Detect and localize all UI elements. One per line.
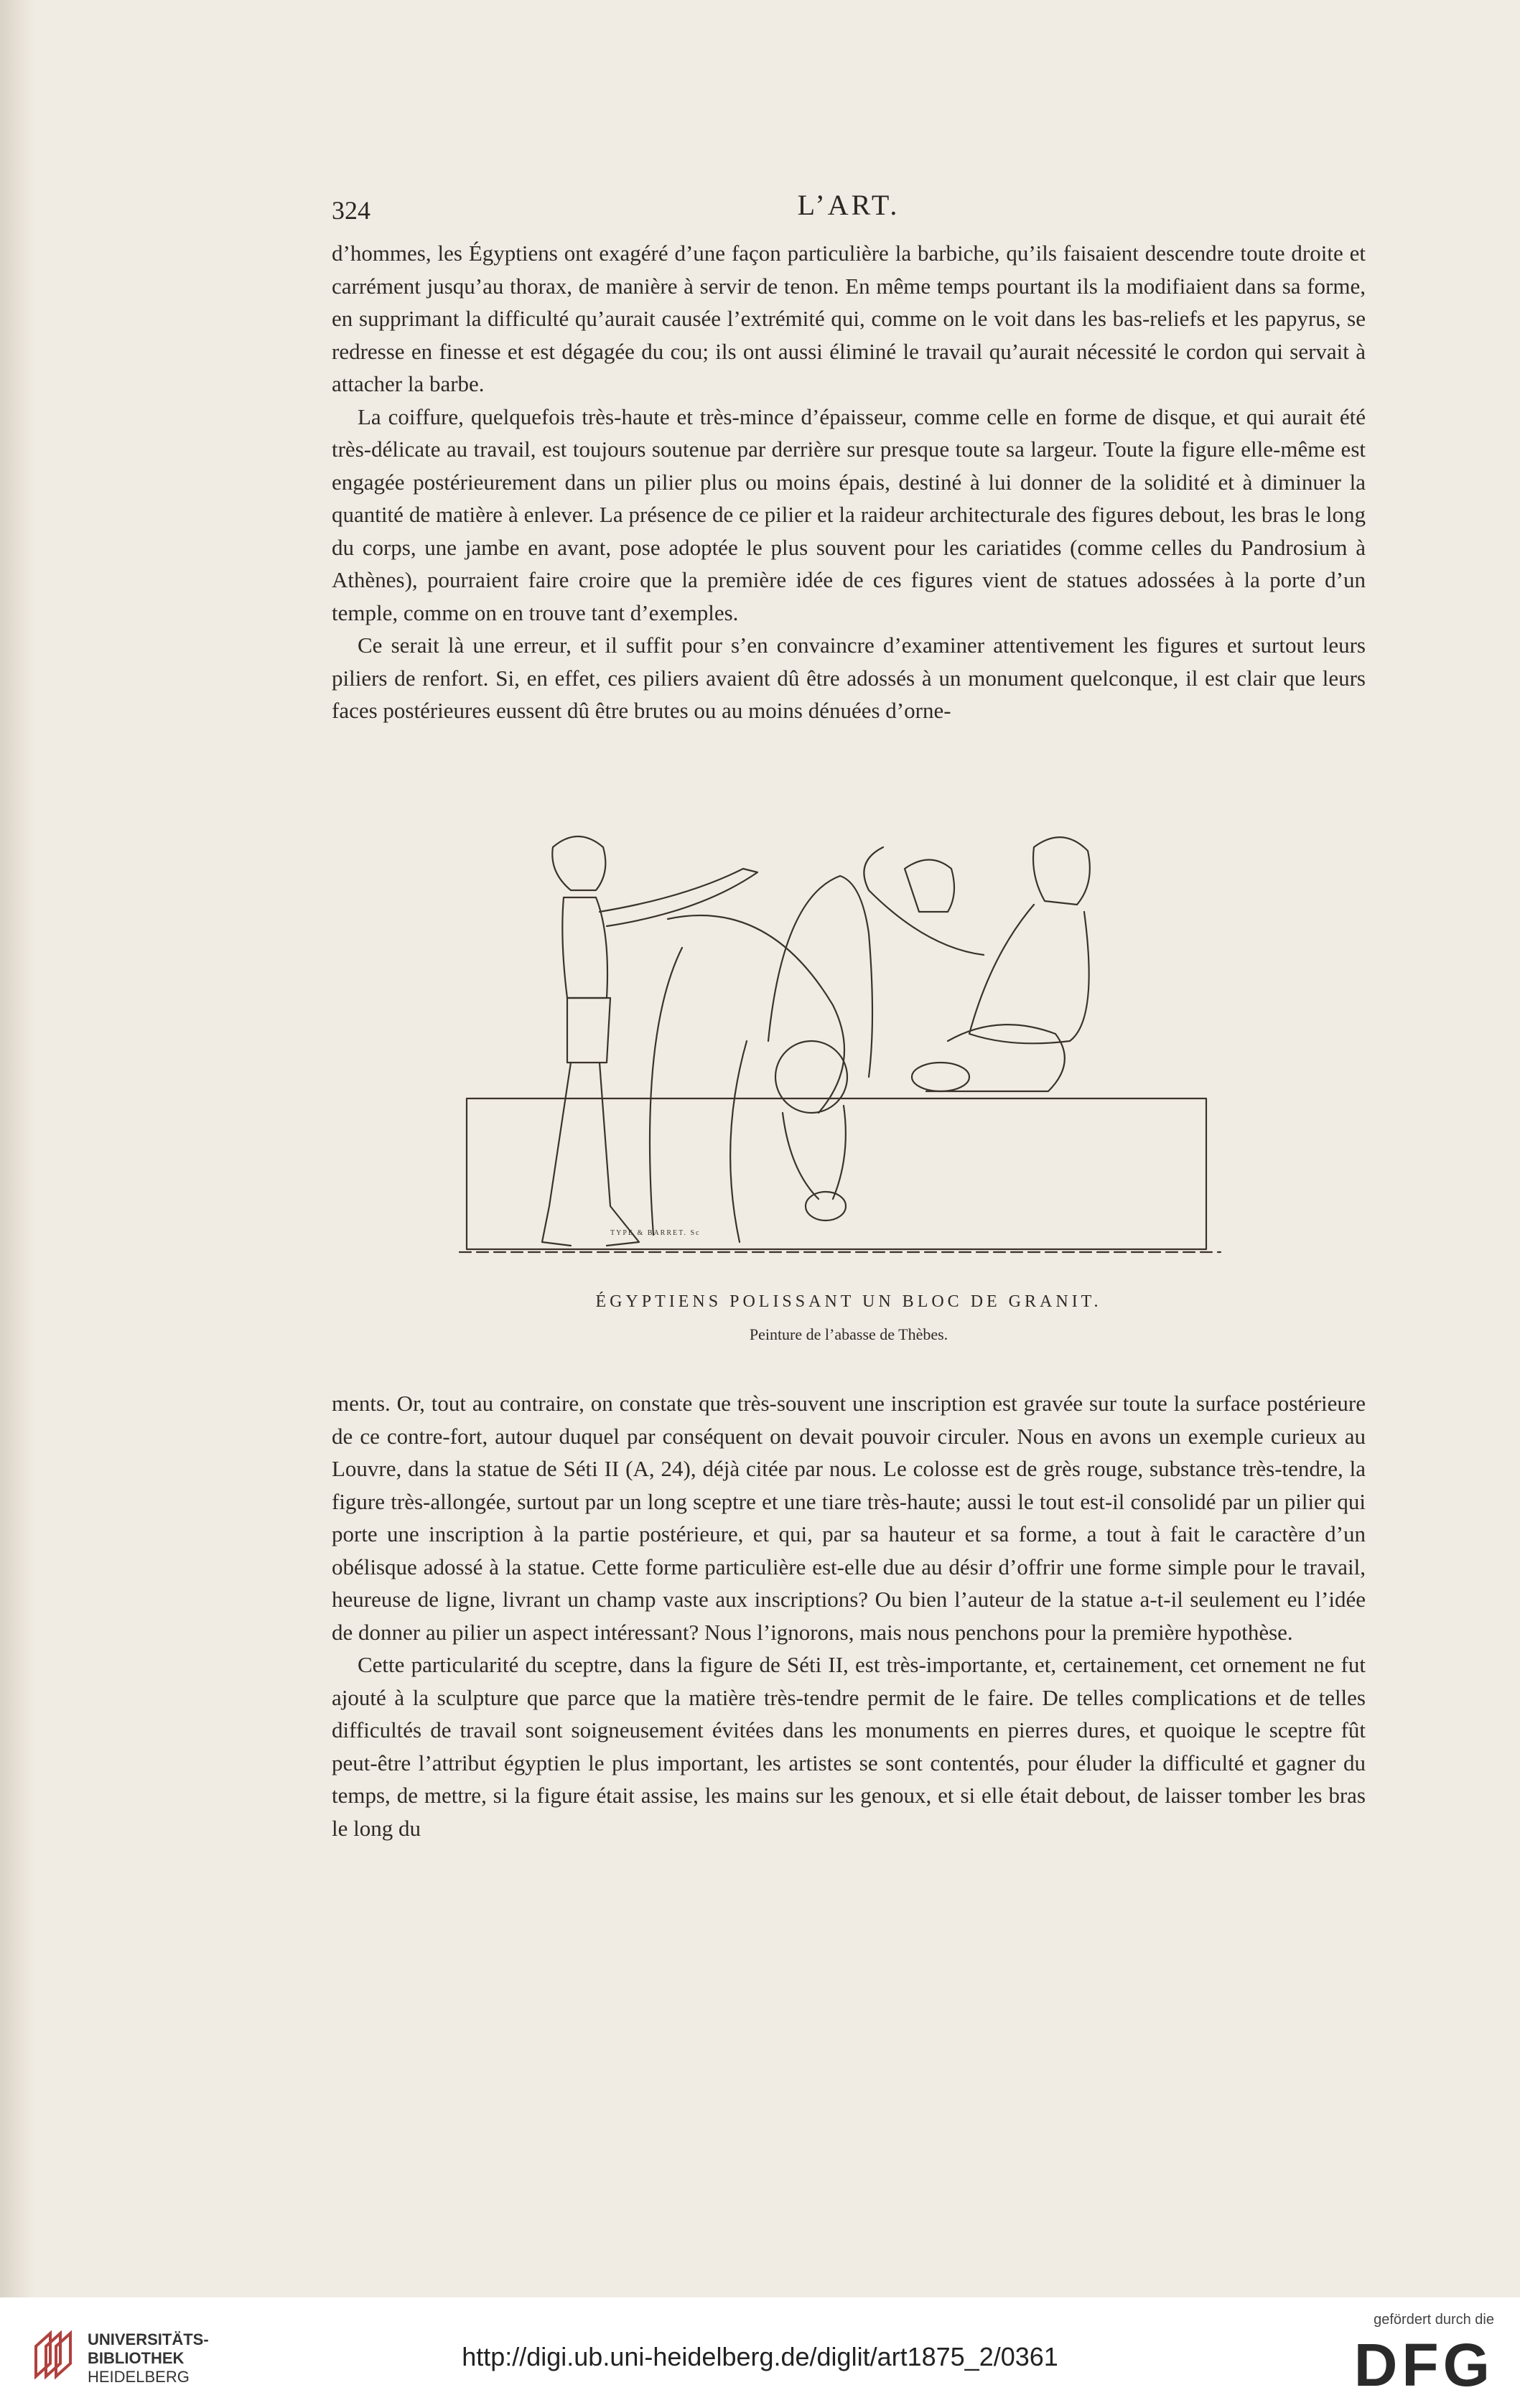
right-figure-arm [864, 847, 984, 955]
figure-caption-title: ÉGYPTIENS POLISSANT UN BLOC DE GRANIT. [595, 1292, 1102, 1311]
seated-figure-lap [926, 1025, 1065, 1091]
left-figure-head [552, 836, 605, 890]
engraver-signature: TYPE & BARRET. Sc [610, 1229, 701, 1237]
bending-figure-head [775, 1041, 847, 1113]
right-figure-torso [969, 905, 1089, 1043]
running-title: L’ART. [797, 189, 900, 221]
stone-pillar [768, 876, 872, 1077]
library-line: HEIDELBERG [88, 2368, 190, 2386]
page-number: 324 [332, 196, 370, 225]
left-figure-kilt [567, 998, 610, 1063]
granite-block [467, 1098, 1206, 1249]
hand-stone [912, 1063, 969, 1091]
library-line: BIBLIOTHEK [88, 2349, 185, 2367]
page-header [332, 188, 1366, 231]
right-figure-head [1033, 837, 1090, 905]
body-text-top [332, 237, 1366, 727]
left-figure-torso [562, 897, 607, 998]
bending-figure-arms [783, 1106, 846, 1199]
paragraph: La coiffure, quelquefois très-haute et très-mince d’épaisseur, comme celle en forme de disque, et qui aurait été très-délicate au travail, est toujours soutenue par derrière sur presque toute sa largeur. Toute la figure elle-même est engagée postérieurement dans un pilier plus ou moins épais, destiné à lui donner de la solidité et à diminuer la quantité de matière à enlever. La présence de ce pilier et la raideur architecturale des figures debout, les bras le long du corps, une jambe en avant, pose adoptée le plus souvent pour les cariatides (comme celles du Pandrosium à Athènes), pourraient faire croire que la première idée de ces figures vient de statues adossées à la porte d’un temple, comme on en trouve tant d’exemples. [332, 403, 1366, 625]
body-text-bottom [332, 1387, 1366, 1844]
polishing-stone [806, 1192, 846, 1221]
paragraph: Cette particularité du sceptre, dans la figure de Séti II, est très-importante, et, certainement, cet ornement ne fut ajouté à la sculpture que parce que la matière très-tendre permit de le faire. De telles complications et de telles difficultés de travail sont soigneusement évitées dans les monuments en pierres dures, et quoique le sceptre fût peut-être l’attribut égyptien le plus important, les artistes se sont contentés, pour éluder la difficulté et gagner du temps, de mettre, si la figure était assise, les mains sur les genoux, et si elle était debout, de laisser tomber les bras le long du [332, 1652, 1366, 1841]
figure-caption-subtitle: Peinture de l’abasse de Thèbes. [749, 1325, 948, 1343]
digitization-footer [0, 2297, 1520, 2408]
funding-note: gefördert durch die [1374, 2312, 1494, 2328]
paragraph: d’hommes, les Égyptiens ont exagéré d’une façon particulière la barbiche, qu’ils faisaient descendre toute droite et carrément jusqu’au thorax, de manière à servir de tenon. En même temps pourtant ils la modifiaient dans sa forme, en supprimant la difficulté qu’aurait causée l’extrémité qui, comme on le voit dans les bas-reliefs et les papyrus, se redresse en finesse et est dégagée du cou; ils ont aussi éliminé le travail qu’aurait nécessité le cordon qui servait à attacher la barbe. [332, 241, 1366, 396]
paragraph: ments. Or, tout au contraire, on constate que très-souvent une inscription est gravée sur toute la surface postérieure de ce contre-fort, autour duquel par conséquent on devait pouvoir circuler. Nous en avons un exemple curieux au Louvre, dans la statue de Séti II (A, 24), déjà citée par nous. Le colosse est de grès rouge, substance très-tendre, la figure très-allongée, surtout par un long sceptre et une tiare très-haute; aussi le tout est-il consolidé par un pilier qui porte une inscription à la partie postérieure, et qui, par sa hauteur et sa forme, a tout à fait le caractère d’un obélisque adossé à la statue. Cette forme particulière est-elle due au désir d’offrir une forme simple pour le travail, heureuse de ligne, livrant un champ vaste aux inscriptions? Ou bien l’auteur de la statue a-t-il seulement eu l’idée de donner au pilier un aspect intéressant? Nous l’ignorons, mais nous penchons pour la première hypothèse. [332, 1391, 1366, 1645]
dfg-logo: DFG [1353, 2331, 1494, 2399]
left-figure-legs [542, 1063, 639, 1246]
engraving-illustration [445, 804, 1235, 1264]
engraving-drawing [445, 804, 1235, 1264]
permalink-url[interactable]: http://digi.ub.uni-heidelberg.de/diglit/art1875_2/0361 [462, 2342, 1058, 2371]
paragraph: Ce serait là une erreur, et il suffit pour s’en convaincre d’examiner attentivement les figures et surtout leurs piliers de renfort. Si, en effet, ces piliers avaient dû être adossés à un monument quelconque, il est clair que leurs faces postérieures eussent dû être brutes ou au moins dénuées d’orne- [332, 633, 1366, 723]
library-line: UNIVERSITÄTS- [88, 2330, 209, 2348]
center-figure-head [905, 860, 954, 913]
page-edge-shadow [0, 0, 34, 2297]
